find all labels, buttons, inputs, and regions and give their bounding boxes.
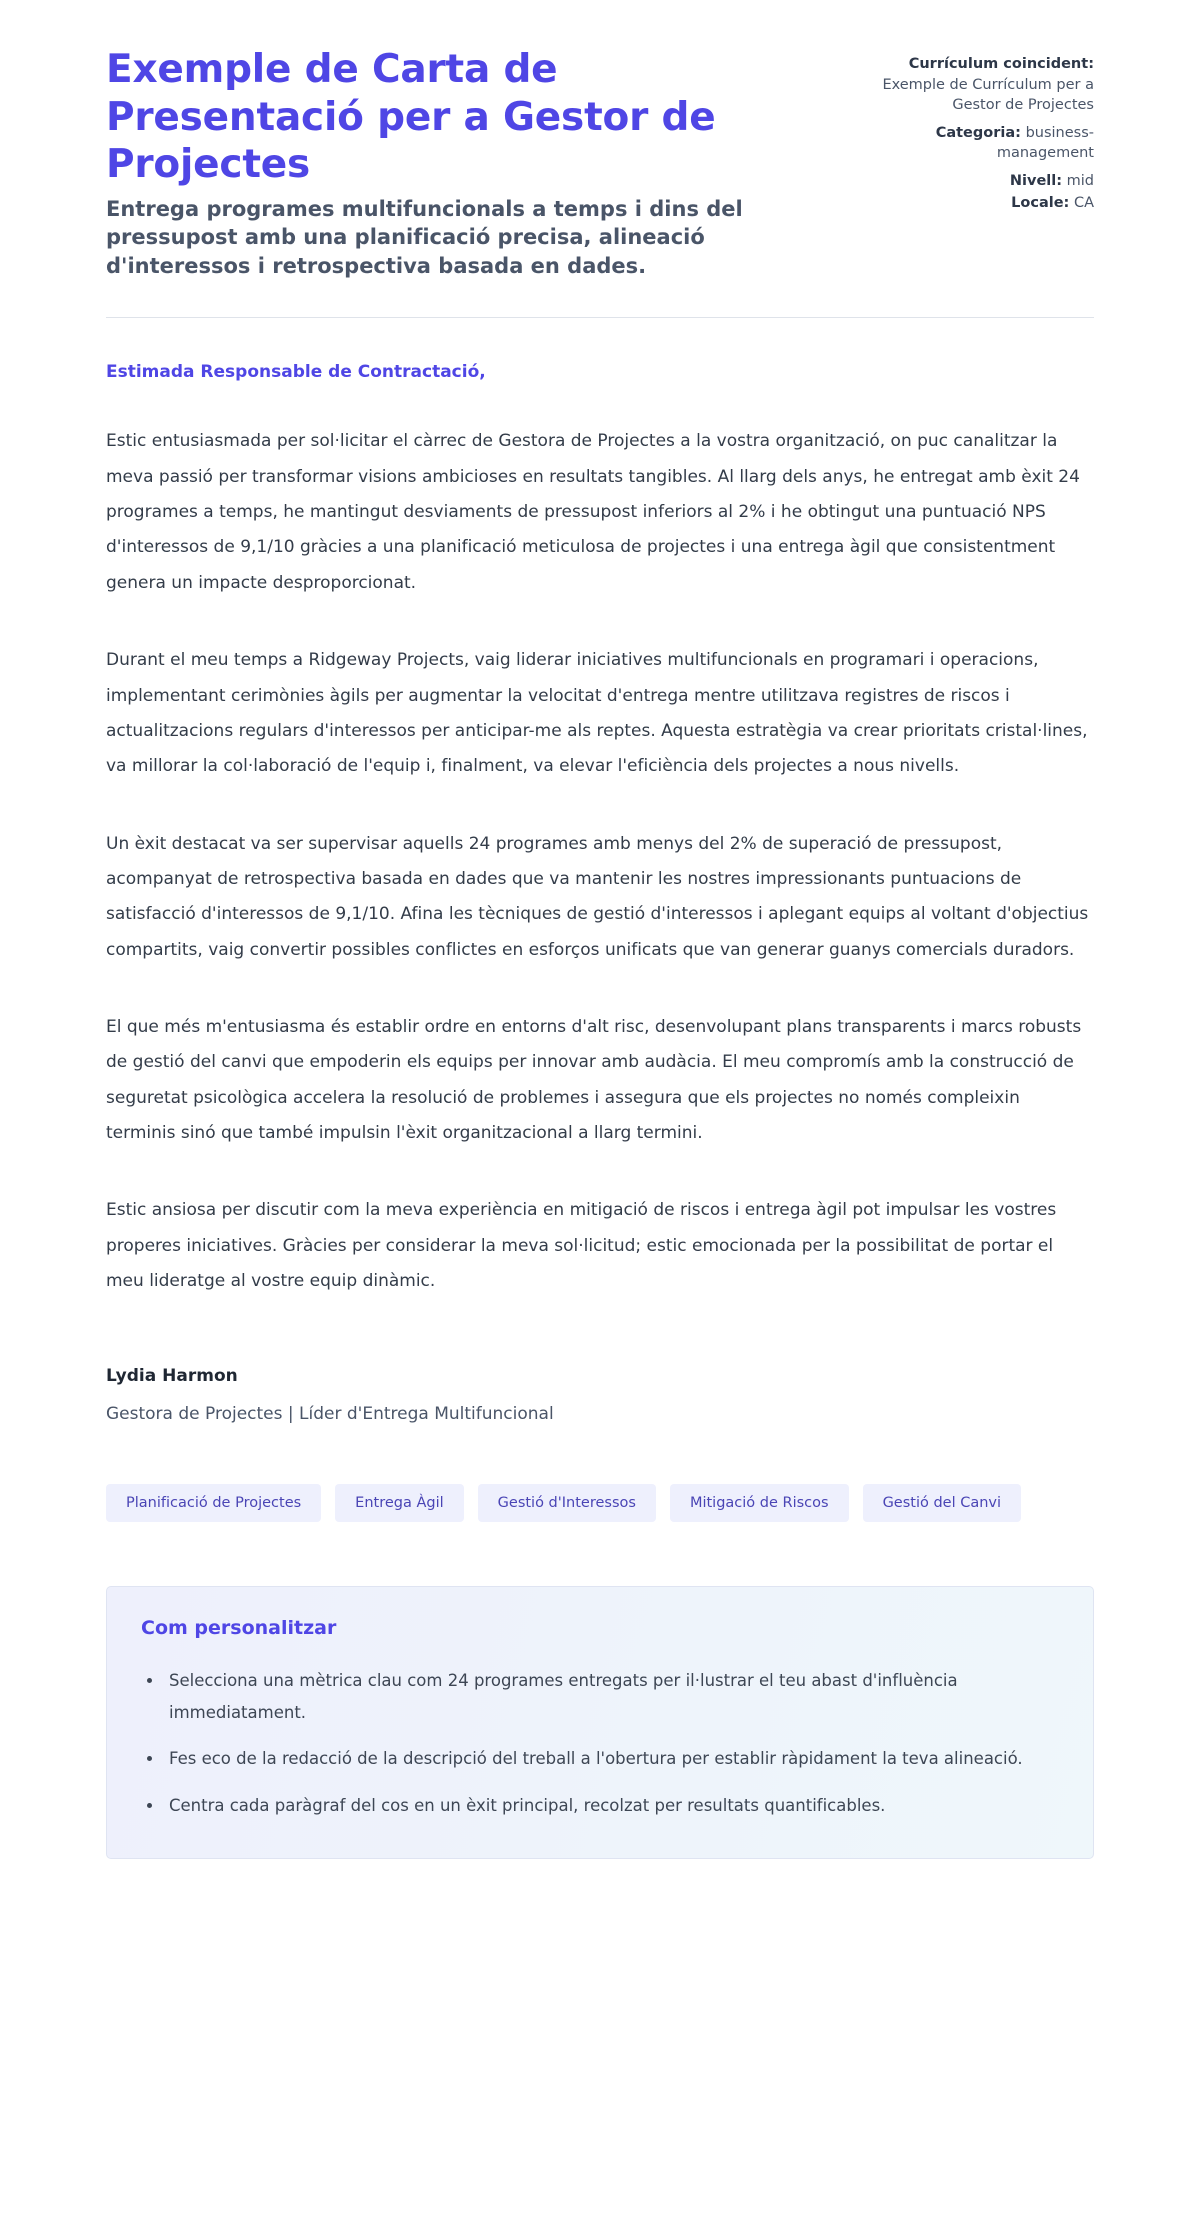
document-header	[106, 46, 1094, 280]
skill-tag[interactable]: Entrega Àgil	[335, 1484, 463, 1523]
callout-tip-item	[141, 1743, 1041, 1775]
meta-level-value: mid	[1066, 172, 1094, 189]
meta-locale-value: CA	[1073, 195, 1094, 212]
letter-paragraph: Estic ansiosa per discutir com la meva experiència en mitigació de riscos i entrega àgil pot impulsar les vostres properes iniciatives. Gràcies per considerar la meva sol·licitud; estic emocionada per la possibilitat de portar el meu lideratge al vostre equip dinàmic.	[106, 1200, 1057, 1292]
skill-tag[interactable]: Planificació de Projectes	[106, 1484, 321, 1523]
callout-title: Com personalitzar	[141, 1617, 337, 1640]
bullet-icon	[147, 1803, 152, 1808]
letter-body	[106, 318, 1094, 1423]
meta-category-value: business-management	[996, 124, 1094, 162]
letter-paragraph: Durant el meu temps a Ridgeway Projects, vaig liderar iniciatives multifuncionals en programari i operacions, implementant cerimònies àgils per augmentar la velocitat d'entrega mentre utilitzava registres de riscos i actualitzacions regulars d'interessos per anticipar-me als reptes. Aquesta estratègia va crear prioritats cristal·lines, va millorar la col·laboració de l'equip i, finalment, va elevar l'eficiència dels projectes a nous nivells.	[106, 650, 1088, 777]
bullet-icon	[147, 1678, 152, 1683]
meta-level-label: Nivell:	[1009, 172, 1063, 189]
document-metadata	[856, 46, 1094, 216]
letter-salutation: Estimada Responsable de Contractació,	[106, 362, 486, 383]
header-title-block	[106, 46, 806, 280]
skill-tag-list	[106, 1484, 1094, 1523]
letter-paragraph: Un èxit destacat va ser supervisar aquells 24 programes amb menys del 2% de superació de pressupost, acompanyat de retrospectiva basada en dades que va mantenir les nostres impressionants puntuacions de satisfacció d'interessos de 9,1/10. Afina les tècniques de gestió d'interessos i aplegant equips al voltant d'objectius compartits, vaig convertir possibles conflictes en esforços unificats que van generar guanys comercials duradors.	[106, 833, 1089, 960]
meta-level	[856, 171, 1094, 192]
meta-category	[856, 123, 1094, 164]
callout-tip-text: Fes eco de la redacció de la descripció del treball a l'obertura per establir ràpidament la teva alineació.	[169, 1749, 1023, 1769]
meta-matching-resume	[856, 54, 1094, 116]
skill-tag[interactable]: Gestió del Canvi	[863, 1484, 1021, 1523]
page-title: Exemple de Carta de Presentació per a Gestor de Projectes	[106, 47, 716, 188]
meta-locale-label: Locale:	[1011, 195, 1070, 212]
skill-tag[interactable]: Mitigació de Riscos	[670, 1484, 849, 1523]
signature-block	[106, 1366, 1094, 1424]
callout-tip-text: Centra cada paràgraf del cos en un èxit principal, recolzat per resultats quantificables.	[169, 1795, 886, 1815]
meta-matching-resume-value: Exemple de Currículum per a Gestor de Projectes	[882, 76, 1094, 114]
signature-name: Lydia Harmon	[106, 1365, 238, 1386]
callout-tip-text: Selecciona una mètrica clau com 24 programes entregats per il·lustrar el teu abast d'influència immediatament.	[169, 1671, 958, 1723]
signature-role: Gestora de Projectes | Líder d'Entrega Multifuncional	[106, 1403, 554, 1424]
callout-tip-list	[141, 1665, 1059, 1822]
meta-category-label: Categoria:	[935, 124, 1021, 141]
letter-paragraph: El que més m'entusiasma és establir ordre en entorns d'alt risc, desenvolupant plans transparents i marcs robusts de gestió del canvi que empoderin els equips per innovar amb audàcia. El meu compromís amb la construcció de seguretat psicològica accelera la resolució de problemes i assegura que els projectes no només compleixin terminis sinó que també impulsin l'èxit organitzacional a llarg termini.	[106, 1017, 1082, 1144]
callout-tip-item	[141, 1665, 1041, 1729]
skill-tag[interactable]: Gestió d'Interessos	[478, 1484, 656, 1523]
meta-matching-resume-label: Currículum coincident:	[908, 56, 1094, 72]
page-subtitle: Entrega programes multifuncionals a temps i dins del pressupost amb una planificació precisa, alineació d'interessos i retrospectiva basada en dades.	[106, 196, 743, 278]
customize-callout	[106, 1586, 1094, 1859]
bullet-icon	[147, 1756, 152, 1761]
letter-paragraph: Estic entusiasmada per sol·licitar el càrrec de Gestora de Projectes a la vostra organització, on puc canalitzar la meva passió per transformar visions ambicioses en resultats tangibles. Al llarg dels anys, he entregat amb èxit 24 programes a temps, he mantingut desviaments de pressupost inferiors al 2% i he obtingut una puntuació NPS d'interessos de 9,1/10 gràcies a una planificació meticulosa de projectes i una entrega àgil que consistentment genera un impacte desproporcionat.	[106, 431, 1080, 593]
meta-locale	[856, 193, 1094, 214]
callout-tip-item	[141, 1790, 1041, 1822]
